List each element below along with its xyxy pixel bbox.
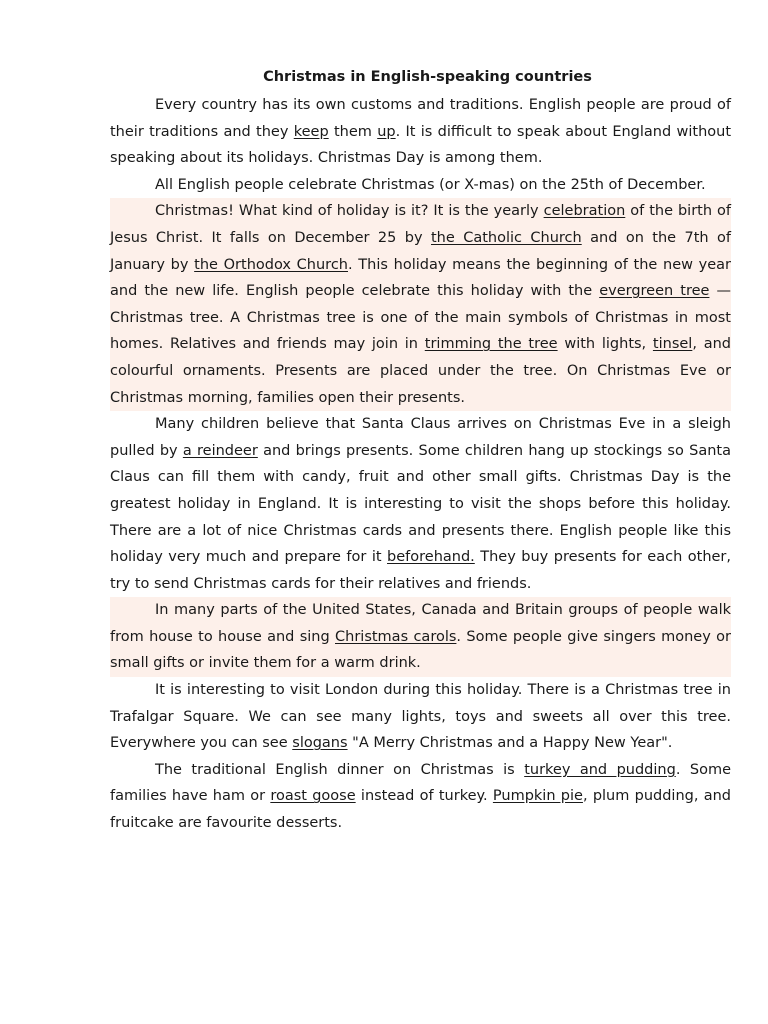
underlined-term: roast goose bbox=[270, 788, 356, 805]
text-segment: and brings presents. Some children hang up stockings so Santa Claus can fill them with candy, fruit and other small gifts. Christmas Day is the greatest holiday in England. It is interesting to visit the shops before this holiday. There are a lot of nice Christmas cards and presents there. English people like this holiday very much and prepare for it bbox=[110, 442, 731, 566]
text-segment: All English people celebrate Christmas (or X-mas) on the 25th of December. bbox=[155, 176, 706, 193]
underlined-term: tinsel bbox=[652, 336, 693, 353]
underlined-term: Pumpkin pie bbox=[492, 788, 583, 805]
underlined-term: the Catholic Church bbox=[431, 229, 582, 246]
text-segment: Christmas! What kind of holiday is it? It is the yearly bbox=[155, 203, 544, 220]
underlined-term: a reindeer bbox=[182, 442, 258, 459]
underlined-term: the Orthodox Church bbox=[194, 256, 348, 273]
paragraph bbox=[110, 597, 731, 677]
paragraph bbox=[110, 411, 731, 597]
text-segment: — Christmas tree. A Christmas tree is one of the main symbols of Christmas in most homes. Relatives and friends may join in bbox=[110, 283, 731, 353]
text-segment: . This holiday means the beginning of the new year and the new life. English people celebrate this holiday with the bbox=[110, 256, 732, 300]
underlined-term: slogans bbox=[292, 735, 348, 752]
underlined-term: trimming the tree bbox=[424, 336, 558, 353]
underlined-term: celebration bbox=[543, 203, 626, 220]
text-segment: The traditional English dinner on Christmas is bbox=[155, 761, 525, 778]
text-segment: . Some people give singers money or small gifts or invite them for a warm drink. bbox=[110, 628, 731, 672]
paragraph bbox=[110, 172, 731, 199]
underlined-term: keep bbox=[293, 123, 329, 140]
text-segment: them bbox=[328, 123, 378, 140]
paragraph bbox=[110, 757, 731, 837]
text-segment: , and colourful ornaments. Presents are placed under the tree. On Christmas Eve or Christmas morning, families open their presents. bbox=[110, 336, 731, 406]
text-segment: "A Merry Christmas and a Happy New Year". bbox=[347, 735, 673, 752]
text-segment: of the birth of Jesus Christ. It falls on December 25 by bbox=[110, 203, 731, 246]
underlined-term: turkey and pudding bbox=[524, 761, 676, 778]
document-body bbox=[110, 92, 731, 837]
underlined-term: evergreen tree bbox=[599, 283, 710, 300]
paragraph bbox=[110, 677, 731, 757]
text-segment: with lights, bbox=[557, 336, 653, 353]
paragraph bbox=[110, 92, 731, 172]
text-segment: They buy presents for each other, try to send Christmas cards for their relatives and friends. bbox=[110, 549, 731, 592]
paragraph bbox=[110, 198, 731, 411]
text-segment: In many parts of the United States, Canada and Britain groups of people walk from house to house and sing bbox=[110, 602, 731, 645]
text-segment: It is interesting to visit London during this holiday. There is a Christmas tree in Trafalgar Square. We can see many lights, toys and sweets all over this tree. Everywhere you can see bbox=[110, 682, 731, 752]
text-segment: and on the 7th of January by bbox=[110, 229, 731, 273]
document-title: Christmas in English-speaking countries bbox=[263, 69, 592, 85]
text-segment: Many children believe that Santa Claus arrives on Christmas Eve in a sleigh pulled by bbox=[110, 416, 731, 459]
text-segment: . It is difficult to speak about England without speaking about its holidays. Christmas Day is among them. bbox=[110, 123, 732, 167]
underlined-term: Christmas carols bbox=[335, 628, 457, 645]
text-segment: , plum pudding, and fruitcake are favourite desserts. bbox=[110, 788, 731, 832]
underlined-term: up bbox=[377, 123, 396, 140]
text-segment: instead of turkey. bbox=[355, 788, 493, 805]
underlined-term: beforehand. bbox=[387, 549, 475, 566]
text-segment: . Some families have ham or bbox=[110, 761, 731, 805]
text-segment: Every country has its own customs and traditions. English people are proud of their traditions and they bbox=[110, 97, 731, 140]
